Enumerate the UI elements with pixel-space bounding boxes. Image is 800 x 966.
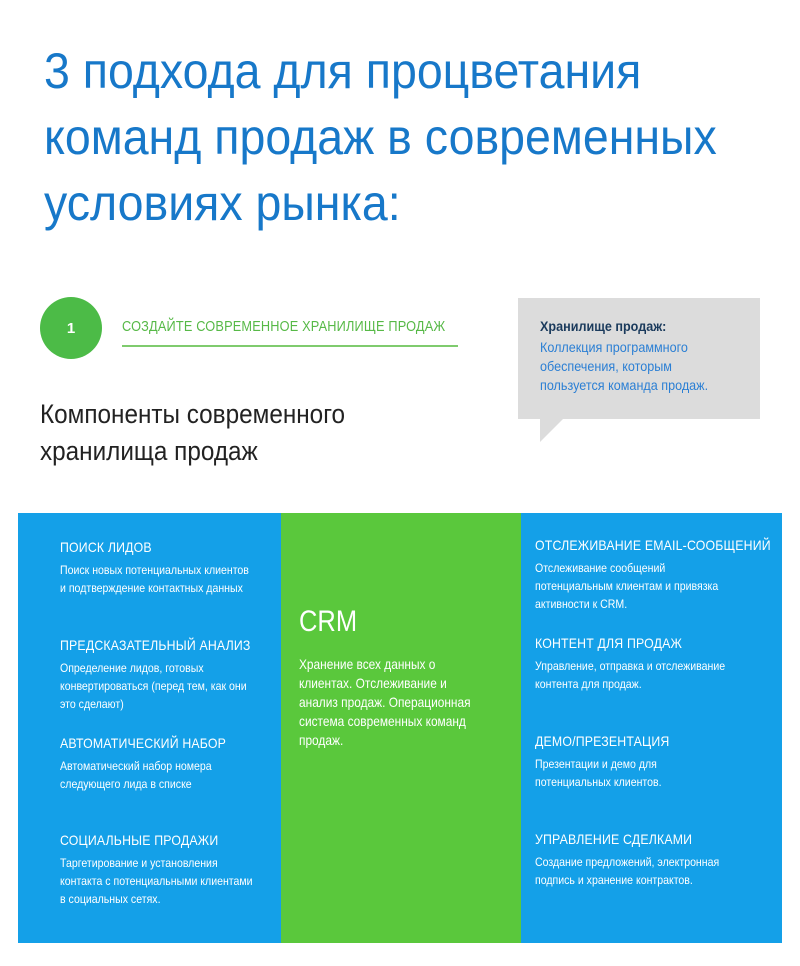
feature-desc: Управление, отправка и отслеживание контента для продаж.	[535, 659, 726, 691]
feature-title: ПРЕДСКАЗАТЕЛЬНЫЙ АНАЛИЗ	[60, 637, 251, 653]
feature-title: ДЕМО/ПРЕЗЕНТАЦИЯ	[535, 733, 670, 749]
feature-desc: Определение лидов, готовых конвертироваться (перед тем, как они это сделают)	[60, 661, 247, 711]
left-components-panel	[18, 513, 281, 943]
feature-demo-presentation	[535, 733, 785, 791]
feature-lead-search	[60, 539, 310, 597]
feature-desc: Создание предложений, электронная подпись и хранение контрактов.	[535, 855, 720, 887]
feature-title: УПРАВЛЕНИЕ СДЕЛКАМИ	[535, 831, 693, 847]
page-title	[44, 38, 732, 236]
step-underline	[122, 345, 458, 347]
callout-pointer	[540, 418, 564, 442]
feature-title: ПОИСК ЛИДОВ	[60, 539, 152, 555]
crm-desc: Хранение всех данных о клиентах. Отслеживание и анализ продаж. Операционная система современных команд продаж.	[299, 656, 471, 748]
feature-desc: Презентации и демо для потенциальных клиентов.	[535, 757, 662, 789]
feature-desc: Таргетирование и установления контакта с потенциальными клиентами в социальных сетях.	[60, 856, 253, 906]
title-line-2: команд продаж в современных	[44, 109, 717, 165]
feature-desc: Автоматический набор номера следующего лида в списке	[60, 759, 212, 791]
feature-email-tracking	[535, 537, 785, 613]
feature-desc: Поиск новых потенциальных клиентов и подтверждение контактных данных	[60, 563, 249, 595]
feature-desc: Отслеживание сообщений потенциальным клиентам и привязка активности к CRM.	[535, 561, 719, 611]
feature-title: СОЦИАЛЬНЫЕ ПРОДАЖИ	[60, 832, 219, 848]
callout-title: Хранилище продаж:	[540, 318, 667, 334]
crm-panel	[281, 513, 521, 943]
feature-auto-dialer	[60, 735, 310, 793]
feature-title: КОНТЕНТ ДЛЯ ПРОДАЖ	[535, 635, 683, 651]
feature-title: ОТСЛЕЖИВАНИЕ EMAIL-СООБЩЕНИЙ	[535, 537, 771, 553]
feature-title: АВТОМАТИЧЕСКИЙ НАБОР	[60, 735, 227, 751]
right-components-panel	[521, 513, 782, 943]
step-number-badge: 1	[40, 297, 102, 359]
feature-deal-management	[535, 831, 785, 889]
callout-text: Коллекция программного обеспечения, которым пользуется команда продаж.	[540, 339, 709, 393]
section-subtitle	[40, 396, 345, 470]
feature-social-selling	[60, 832, 310, 908]
crm-title: CRM	[299, 605, 358, 638]
title-line-1: 3 подхода для процветания	[44, 43, 642, 99]
components-grid	[18, 513, 782, 943]
title-line-3: условиях рынка:	[44, 175, 401, 231]
subtitle-line-1: Компоненты современного	[40, 399, 346, 429]
subtitle-line-2: хранилища продаж	[40, 436, 258, 466]
feature-sales-content	[535, 635, 785, 693]
step-title: СОЗДАЙТЕ СОВРЕМЕННОЕ ХРАНИЛИЩЕ ПРОДАЖ	[122, 318, 446, 335]
feature-predictive-analysis	[60, 637, 310, 713]
